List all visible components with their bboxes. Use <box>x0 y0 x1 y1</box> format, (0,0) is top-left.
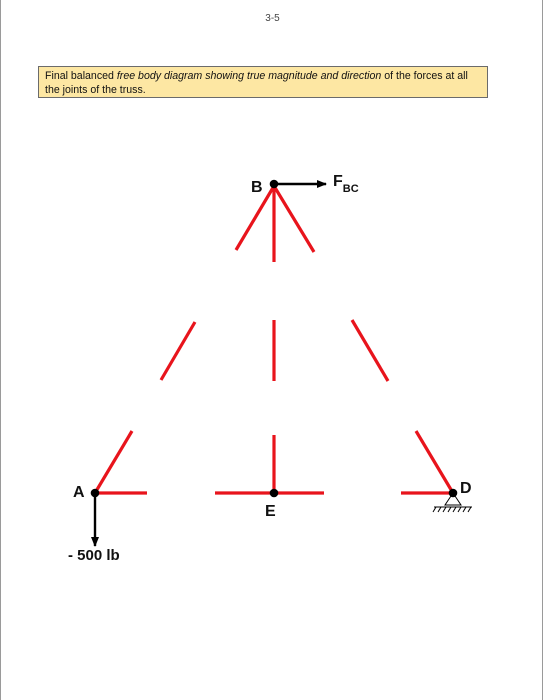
joint-label-e: E <box>265 503 276 520</box>
caption-text-1: Final balanced <box>45 70 117 82</box>
force-label-fbc-sub: BC <box>342 183 359 195</box>
caption-text-2: of the forces at all the joints of the truss. <box>45 70 468 96</box>
member-bd-segment <box>352 320 388 381</box>
force-label-fbc-main: F <box>333 173 343 190</box>
joint-label-d: D <box>460 480 472 497</box>
ground-hatching <box>433 507 471 512</box>
member-bd-stub-at-b <box>274 186 314 252</box>
joint-b-dot <box>270 180 279 189</box>
joint-label-b: B <box>251 179 263 196</box>
joint-e <box>215 435 324 493</box>
joint-d <box>401 431 453 493</box>
caption-emphasis: free body diagram showing true magnitude and direction <box>116 70 382 82</box>
joint-d-dot <box>449 489 458 498</box>
member-ab-stub-at-a <box>95 431 132 493</box>
member-segments <box>161 320 388 381</box>
force-label-load: - 500 lb <box>68 547 120 564</box>
joint-label-a: A <box>73 484 85 501</box>
member-bd-stub-at-d <box>416 431 453 493</box>
page-number: 3-5 <box>265 13 280 24</box>
member-ab-segment <box>161 322 195 380</box>
joint-b-members <box>236 186 314 262</box>
force-label-fbc <box>333 173 359 195</box>
joint-e-dot <box>270 489 279 498</box>
joint-a-dot <box>91 489 100 498</box>
joint-a <box>95 431 147 493</box>
